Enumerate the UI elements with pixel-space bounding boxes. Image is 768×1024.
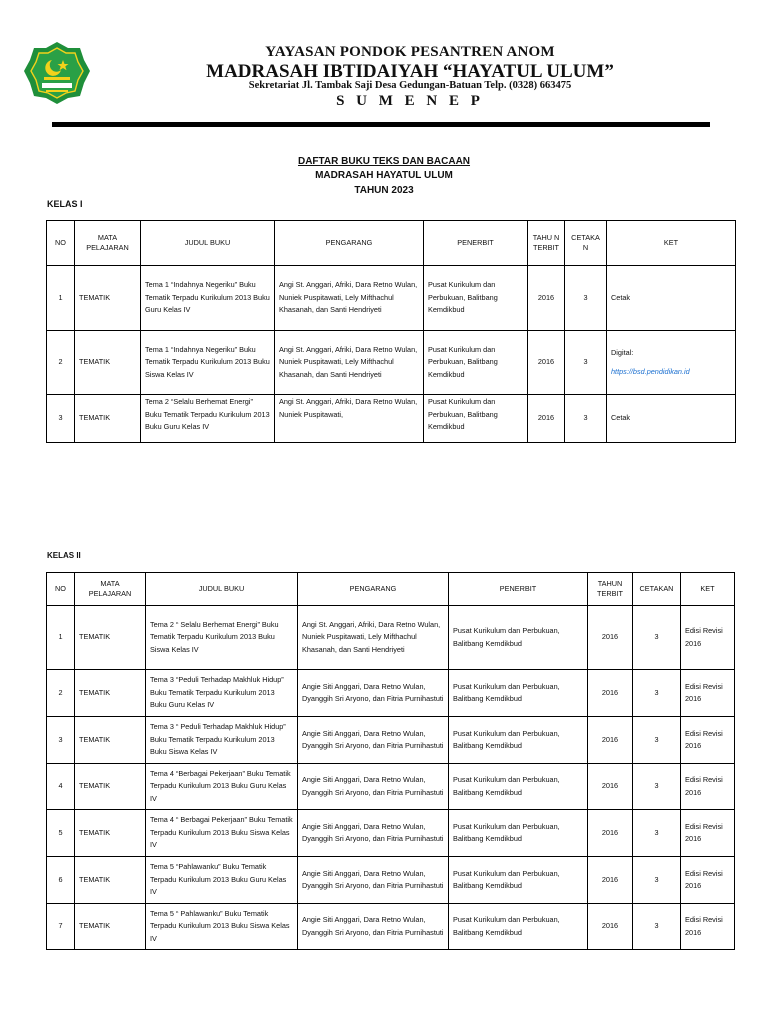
cell-tahun: 2016 (528, 395, 565, 443)
cell-pengarang: Angi St. Anggari, Afriki, Dara Retno Wulan, Nuniek Puspitawati, (275, 395, 424, 443)
book-table-kelas-2 (46, 572, 735, 950)
cell-judul: Tema 5 “ Pahlawanku” Buku Tematik Terpadu Kurikulum 2013 Buku Siswa Kelas IV (146, 904, 298, 950)
header-cell: JUDUL BUKU (146, 573, 298, 606)
header-cell: TAHU N TERBIT (528, 221, 565, 266)
header-cell: NO (47, 221, 75, 266)
cell-mapel: TEMATIK (75, 606, 146, 670)
cell-ket: Cetak (607, 395, 736, 443)
cell-penerbit: Pusat Kurikulum dan Perbukuan, Balitbang Kemdikbud (424, 331, 528, 395)
header-cell: PENGARANG (275, 221, 424, 266)
cell-ket: Edisi Revisi 2016 (681, 606, 735, 670)
table-row (47, 395, 736, 443)
cell-penerbit: Pusat Kurikulum dan Perbukuan, Balitbang Kemdikbud (424, 395, 528, 443)
cell-cetakan: 3 (565, 331, 607, 395)
ket-label: Digital: (611, 348, 634, 357)
foundation-name: YAYASAN PONDOK PESANTREN ANOM (265, 44, 555, 60)
cell-cetakan: 3 (565, 266, 607, 331)
cell-penerbit: Pusat Kurikulum dan Perbukuan, Balitbang Kemdikbud (449, 810, 588, 857)
cell-tahun: 2016 (588, 857, 633, 904)
cell-judul: Tema 4 “ Berbagai Pekerjaan” Buku Tematik Terpadu Kurikulum 2013 Buku Siswa Kelas IV (146, 810, 298, 857)
header-cell: TAHUN TERBIT (588, 573, 633, 606)
cell-cetakan: 3 (633, 764, 681, 810)
cell-no: 1 (47, 606, 75, 670)
cell-penerbit: Pusat Kurikulum dan Perbukuan, Balitbang Kemdikbud (449, 857, 588, 904)
cell-cetakan: 3 (633, 857, 681, 904)
cell-mapel: TEMATIK (75, 266, 141, 331)
table-row (47, 266, 736, 331)
school-city: S U M E N E P (336, 93, 484, 109)
book-table-kelas-1 (46, 220, 736, 443)
cell-no: 7 (47, 904, 75, 950)
cell-pengarang: Angie Siti Anggari, Dara Retno Wulan, Dyanggih Sri Aryono, dan Fitria Purnihastuti (298, 764, 449, 810)
letterhead (0, 0, 768, 130)
school-crest-icon (22, 40, 92, 106)
school-address: Sekretariat Jl. Tambak Saji Desa Gedungan-Batuan Telp. (0328) 663475 (248, 80, 572, 91)
cell-ket (607, 331, 736, 395)
cell-cetakan: 3 (633, 904, 681, 950)
section-label-kelas-2: KELAS II (47, 551, 81, 560)
cell-ket: Edisi Revisi 2016 (681, 670, 735, 717)
cell-judul: Tema 3 “ Peduli Terhadap Makhluk Hidup” Buku Tematik Terpadu Kurikulum 2013 Buku Siswa Kelas IV (146, 717, 298, 764)
cell-judul: Tema 2 “Selalu Berhemat Energi” Buku Tematik Terpadu Kurikulum 2013 Buku Guru Kelas IV (141, 395, 275, 443)
section-label-kelas-1: KELAS I (47, 199, 83, 209)
cell-judul: Tema 1 “Indahnya Negeriku” Buku Tematik Terpadu Kurikulum 2013 Buku Guru Kelas IV (141, 266, 275, 331)
cell-pengarang: Angi St. Anggari, Afriki, Dara Retno Wulan, Nuniek Puspitawati, Lely Mifthachul Khasanah, dan Santi Hendriyeti (298, 606, 449, 670)
cell-tahun: 2016 (588, 904, 633, 950)
cell-cetakan: 3 (633, 810, 681, 857)
table-header-row (47, 221, 736, 266)
cell-pengarang: Angie Siti Anggari, Dara Retno Wulan, Dyanggih Sri Aryono, dan Fitria Purnihastuti (298, 810, 449, 857)
cell-cetakan: 3 (633, 606, 681, 670)
header-cell: MATA PELAJARAN (75, 573, 146, 606)
table-row (47, 717, 735, 764)
cell-tahun: 2016 (588, 670, 633, 717)
header-cell: CETAKAN (633, 573, 681, 606)
cell-penerbit: Pusat Kurikulum dan Perbukuan, Balitbang Kemdikbud (449, 904, 588, 950)
cell-mapel: TEMATIK (75, 810, 146, 857)
ket-link[interactable]: https://bsd.pendidikan.id (611, 366, 690, 376)
cell-mapel: TEMATIK (75, 670, 146, 717)
cell-tahun: 2016 (528, 331, 565, 395)
cell-judul: Tema 2 “ Selalu Berhemat Energi” Buku Tematik Terpadu Kurikulum 2013 Buku Siswa Kelas IV (146, 606, 298, 670)
header-cell: PENERBIT (449, 573, 588, 606)
cell-pengarang: Angie Siti Anggari, Dara Retno Wulan, Dyanggih Sri Aryono, dan Fitria Purnihastuti (298, 717, 449, 764)
cell-judul: Tema 1 “Indahnya Negeriku” Buku Tematik Terpadu Kurikulum 2013 Buku Siswa Kelas IV (141, 331, 275, 395)
cell-tahun: 2016 (588, 810, 633, 857)
header-cell: MATA PELAJARAN (75, 221, 141, 266)
cell-no: 2 (47, 331, 75, 395)
table-row (47, 606, 735, 670)
cell-judul: Tema 3 “Peduli Terhadap Makhluk Hidup” Buku Tematik Terpadu Kurikulum 2013 Buku Guru Kelas IV (146, 670, 298, 717)
cell-no: 5 (47, 810, 75, 857)
cell-no: 4 (47, 764, 75, 810)
cell-judul: Tema 4 “Berbagai Pekerjaan” Buku Tematik Terpadu Kurikulum 2013 Buku Guru Kelas IV (146, 764, 298, 810)
cell-tahun: 2016 (528, 266, 565, 331)
table-row (47, 764, 735, 810)
document-title: DAFTAR BUKU TEKS DAN BACAAN (297, 156, 471, 167)
cell-pengarang: Angie Siti Anggari, Dara Retno Wulan, Dyanggih Sri Aryono, dan Fitria Purnihastuti (298, 904, 449, 950)
cell-no: 3 (47, 717, 75, 764)
cell-penerbit: Pusat Kurikulum dan Perbukuan, Balitbang Kemdikbud (449, 606, 588, 670)
cell-tahun: 2016 (588, 717, 633, 764)
cell-no: 3 (47, 395, 75, 443)
cell-ket: Edisi Revisi 2016 (681, 810, 735, 857)
letterhead-divider (52, 122, 710, 127)
table-row (47, 857, 735, 904)
cell-no: 2 (47, 670, 75, 717)
cell-cetakan: 3 (633, 717, 681, 764)
cell-ket: Cetak (607, 266, 736, 331)
cell-mapel: TEMATIK (75, 395, 141, 443)
table-row (47, 331, 736, 395)
cell-no: 1 (47, 266, 75, 331)
cell-penerbit: Pusat Kurikulum dan Perbukuan, Balitbang Kemdikbud (424, 266, 528, 331)
cell-tahun: 2016 (588, 764, 633, 810)
header-cell: NO (47, 573, 75, 606)
cell-cetakan: 3 (565, 395, 607, 443)
cell-ket: Edisi Revisi 2016 (681, 717, 735, 764)
cell-penerbit: Pusat Kurikulum dan Perbukuan, Balitbang Kemdikbud (449, 764, 588, 810)
header-cell: KET (681, 573, 735, 606)
cell-mapel: TEMATIK (75, 717, 146, 764)
cell-pengarang: Angi St. Anggari, Afriki, Dara Retno Wulan, Nuniek Puspitawati, Lely Mifthachul Khasanah, dan Santi Hendriyeti (275, 266, 424, 331)
document-subtitle: MADRASAH HAYATUL ULUM (315, 170, 453, 181)
cell-mapel: TEMATIK (75, 904, 146, 950)
cell-pengarang: Angi St. Anggari, Afriki, Dara Retno Wulan, Nuniek Puspitawati, Lely Mifthachul Khasanah, dan Santi Hendriyeti (275, 331, 424, 395)
header-cell: CETAKA N (565, 221, 607, 266)
cell-pengarang: Angie Siti Anggari, Dara Retno Wulan, Dyanggih Sri Aryono, dan Fitria Purnihastuti (298, 670, 449, 717)
table-header-row (47, 573, 735, 606)
cell-ket: Edisi Revisi 2016 (681, 857, 735, 904)
cell-no: 6 (47, 857, 75, 904)
header-cell: PENGARANG (298, 573, 449, 606)
cell-mapel: TEMATIK (75, 764, 146, 810)
cell-penerbit: Pusat Kurikulum dan Perbukuan, Balitbang Kemdikbud (449, 670, 588, 717)
cell-ket: Edisi Revisi 2016 (681, 904, 735, 950)
document-year: TAHUN 2023 (354, 185, 414, 196)
cell-tahun: 2016 (588, 606, 633, 670)
table-row (47, 904, 735, 950)
cell-judul: Tema 5 “Pahlawanku” Buku Tematik Terpadu Kurikulum 2013 Buku Guru Kelas IV (146, 857, 298, 904)
cell-penerbit: Pusat Kurikulum dan Perbukuan, Balitbang Kemdikbud (449, 717, 588, 764)
cell-cetakan: 3 (633, 670, 681, 717)
cell-ket: Edisi Revisi 2016 (681, 764, 735, 810)
table-row (47, 810, 735, 857)
cell-mapel: TEMATIK (75, 331, 141, 395)
header-cell: KET (607, 221, 736, 266)
cell-pengarang: Angie Siti Anggari, Dara Retno Wulan, Dyanggih Sri Aryono, dan Fitria Purnihastuti (298, 857, 449, 904)
header-cell: JUDUL BUKU (141, 221, 275, 266)
table-row (47, 670, 735, 717)
cell-mapel: TEMATIK (75, 857, 146, 904)
header-cell: PENERBIT (424, 221, 528, 266)
school-name: MADRASAH IBTIDAIYAH “HAYATUL ULUM” (206, 61, 614, 82)
